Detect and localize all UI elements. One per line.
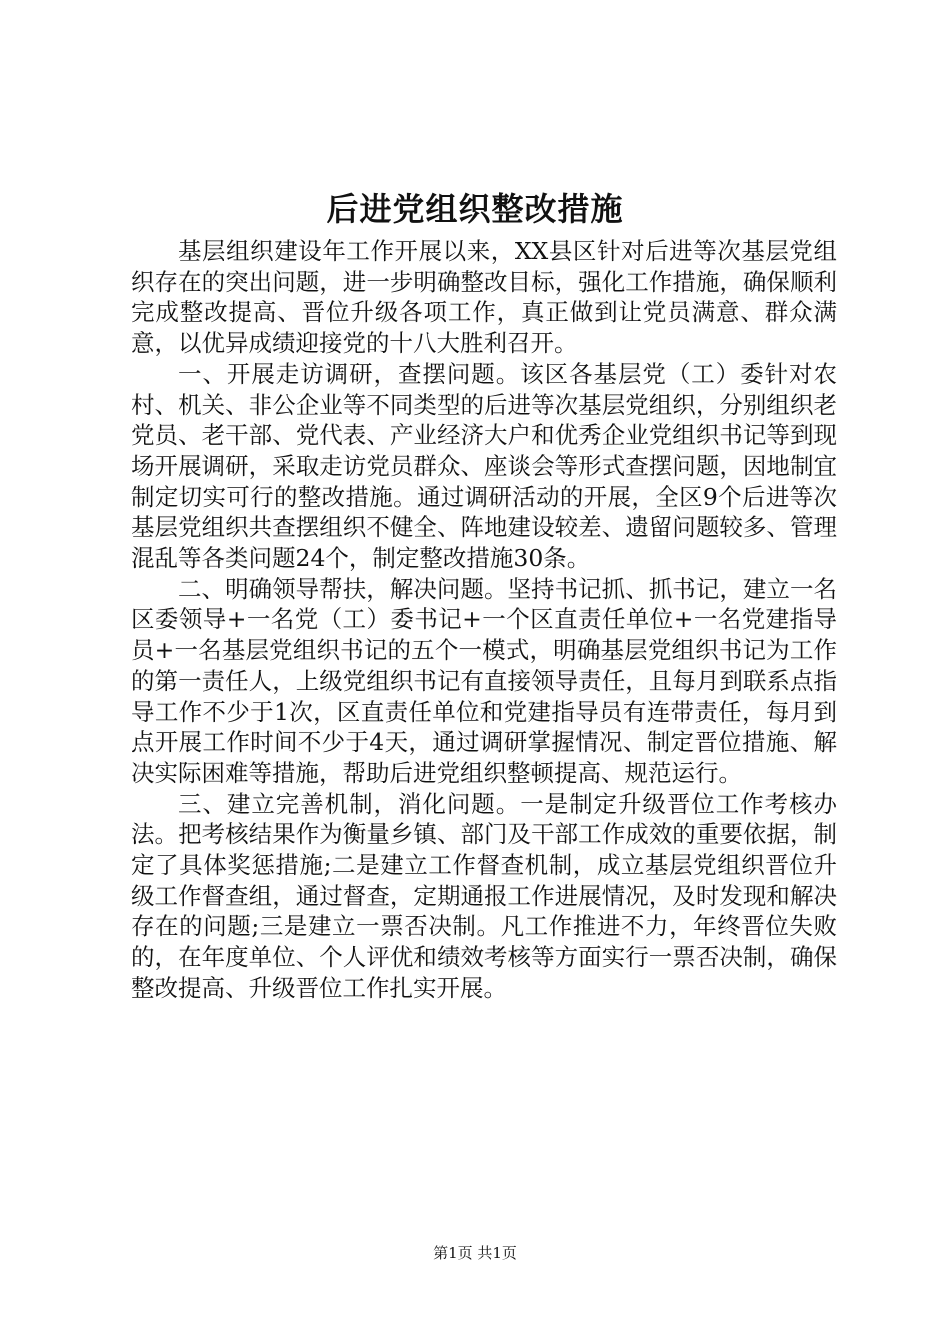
paragraph-section-2: 二、明确领导帮扶，解决问题。坚持书记抓、抓书记，建立一名区委领导+一名党（工）委书记+一个区直责任单位+一名党建指导员+一名基层党组织书记的五个一模式，明确基层党组织书记为工作的第一责任人，上级党组织书记有直接领导责任，且每月到联系点指导工作不少于1次，区直责任单位和党建指导员有连带责任，每月到点开展工作时间不少于4天，通过调研掌握情况、制定晋位措施、解决实际困难等措施，帮助后进党组织整顿提高、规范运行。 — [131, 574, 837, 787]
document-title: 后进党组织整改措施 — [326, 190, 624, 228]
page-number-footer: 第1页 共1页 — [433, 1244, 517, 1262]
paragraph-section-3: 三、建立完善机制，消化问题。一是制定升级晋位工作考核办法。把考核结果作为衡量乡镇、部门及干部工作成效的重要依据，制定了具体奖惩措施;二是建立工作督查机制，成立基层党组织晋位升级工作督查组，通过督查，定期通报工作进展情况，及时发现和解决存在的问题;三是建立一票否决制。凡工作推进不力，年终晋位失败的，在年度单位、个人评优和绩效考核等方面实行一票否决制，确保整改提高、升级晋位工作扎实开展。 — [131, 789, 837, 1002]
document-body — [131, 236, 837, 1004]
paragraph-intro: 基层组织建设年工作开展以来，XX县区针对后进等次基层党组织存在的突出问题，进一步明确整改目标，强化工作措施，确保顺利完成整改提高、晋位升级各项工作，真正做到让党员满意、群众满意，以优异成绩迎接党的十八大胜利召开。 — [131, 237, 837, 358]
paragraph-section-1: 一、开展走访调研，查摆问题。该区各基层党（工）委针对农村、机关、非公企业等不同类型的后进等次基层党组织，分别组织老党员、老干部、党代表、产业经济大户和优秀企业党组织书记等到现场开展调研，采取走访党员群众、座谈会等形式查摆问题，因地制宜制定切实可行的整改措施。通过调研活动的开展，全区9个后进等次基层党组织共查摆组织不健全、阵地建设较差、遗留问题较多、管理混乱等各类问题24个，制定整改措施30条。 — [131, 359, 837, 573]
